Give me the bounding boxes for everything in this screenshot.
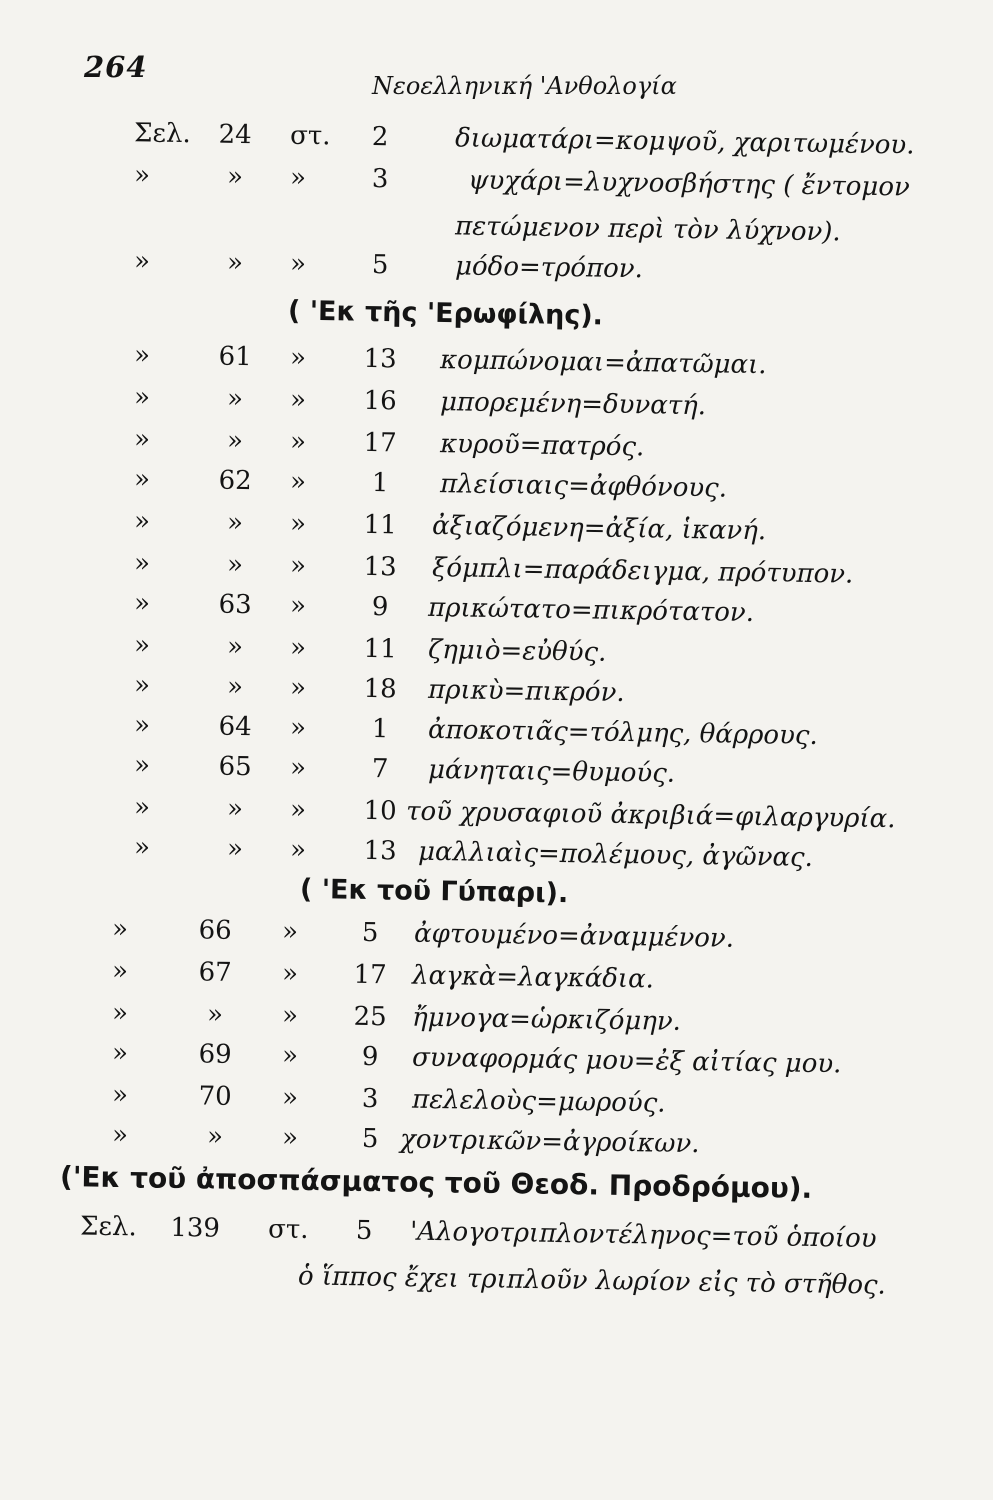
gloss-entry: πλείσιαις=ἀφθόνους. — [439, 469, 728, 504]
gloss-entry-continuation: ὁ ἵππος ἔχει τριπλοῦν λωρίον εἰς τὸ στῆθος. — [297, 1261, 887, 1301]
gloss-entry: ἤμνογα=ὡρκιζόμην. — [411, 1002, 682, 1037]
ditto-mark: » — [289, 248, 307, 280]
ditto-mark: » — [133, 710, 151, 741]
gloss-entry: ἀποκοτιᾶς=τόλμης, θάρρους. — [427, 714, 818, 752]
ditto-mark: » — [281, 958, 299, 989]
ref-page: 69 — [198, 1039, 232, 1070]
ditto-mark: » — [289, 632, 307, 664]
ditto-mark: » — [289, 466, 307, 498]
ditto-mark: » — [111, 1119, 129, 1151]
ref-page: 65 — [218, 751, 252, 783]
section-heading: ( 'Εκ τῆς 'Ερωφίλης). — [287, 295, 604, 332]
ref-line: 17 — [363, 427, 397, 459]
ditto-mark: » — [226, 833, 244, 865]
gloss-entry: μπορεμένη=δυνατή. — [439, 387, 707, 422]
ditto-mark: » — [289, 508, 307, 540]
gloss-entry: τοῦ χρυσαφιοῦ ἀκριβιά=φιλαργυρία. — [405, 796, 896, 835]
ref-line: 9 — [361, 1041, 379, 1073]
gloss-entry: διωματάρι=κομψοῦ, χαριτωμένου. — [454, 123, 915, 161]
ditto-mark: » — [281, 1082, 299, 1113]
ditto-mark: » — [133, 340, 151, 371]
ref-line: 1 — [371, 714, 389, 745]
ditto-mark: » — [133, 630, 151, 661]
ref-line: 1 — [371, 468, 389, 499]
ref-line: 9 — [371, 592, 389, 623]
ditto-mark: » — [289, 590, 307, 622]
glossary-row — [0, 1210, 993, 1270]
ditto-mark: » — [226, 383, 244, 415]
ditto-mark: » — [133, 382, 151, 413]
gloss-entry: ζημιὸ=εὐθύς. — [427, 634, 607, 668]
running-title: Νεοελληνική 'Ανθολογία — [372, 72, 677, 100]
gloss-entry: κυροῦ=πατρός. — [439, 429, 645, 463]
ref-line: 5 — [371, 250, 389, 281]
gloss-entry: μαλλιαὶς=πολέμους, ἀγῶνας. — [417, 836, 814, 873]
ditto-mark: » — [111, 1037, 129, 1069]
ref-line: 3 — [361, 1083, 379, 1115]
ditto-mark: » — [226, 247, 244, 279]
ref-line: 17 — [353, 959, 387, 991]
gloss-entry: μόδο=τρόπον. — [454, 251, 644, 285]
ditto-mark: » — [111, 1079, 129, 1111]
gloss-entry: πελελοὺς=μωρούς. — [411, 1084, 666, 1119]
ref-line-label: στ. — [267, 1214, 309, 1246]
ditto-mark: » — [226, 507, 244, 539]
ditto-mark: » — [226, 425, 244, 457]
ditto-mark: » — [281, 1122, 299, 1153]
ref-page: 64 — [218, 711, 252, 743]
ref-page-label: Σελ. — [79, 1211, 137, 1243]
ref-line: 10 — [363, 795, 397, 827]
ref-line: 11 — [363, 509, 397, 541]
ditto-mark: » — [289, 834, 307, 866]
gloss-entry: ἀφτουμένο=ἀναμμένον. — [413, 918, 735, 954]
ref-page: 70 — [198, 1081, 232, 1112]
ditto-mark: » — [281, 1000, 299, 1031]
ditto-mark: » — [289, 752, 307, 784]
ref-line: 5 — [361, 1123, 379, 1155]
ref-line-label: στ. — [289, 120, 331, 152]
ditto-mark: » — [133, 750, 151, 781]
ditto-mark: » — [133, 160, 151, 191]
ditto-mark: » — [133, 506, 151, 537]
ref-page: 63 — [218, 589, 252, 621]
ditto-mark: » — [111, 997, 129, 1029]
ref-page: 67 — [198, 957, 232, 988]
ditto-mark: » — [133, 424, 151, 455]
section-heading: ('Εκ τοῦ ἀποσπάσματος τοῦ Θεοδ. Προδρόμου). — [59, 1160, 813, 1205]
ref-line: 11 — [363, 633, 397, 665]
ref-line: 16 — [363, 385, 397, 417]
ditto-mark: » — [289, 550, 307, 582]
gloss-entry: μάνηταις=θυμούς. — [427, 754, 676, 789]
ditto-mark: » — [226, 549, 244, 581]
ditto-mark: » — [289, 672, 307, 704]
ditto-mark: » — [281, 916, 299, 947]
page-number: 264 — [84, 50, 148, 84]
ref-page: 139 — [170, 1212, 221, 1244]
ditto-mark: » — [289, 384, 307, 416]
ditto-mark: » — [226, 631, 244, 663]
ref-line: 5 — [361, 917, 379, 949]
ditto-mark: » — [133, 670, 151, 701]
gloss-entry: ψυχάρι=λυχνοσβήστης ( ἔντομον — [467, 165, 911, 203]
ref-page: 66 — [198, 915, 232, 946]
gloss-entry: λαγκὰ=λαγκάδια. — [411, 960, 655, 995]
ref-line: 13 — [363, 551, 397, 583]
ref-line: 13 — [363, 835, 397, 867]
ref-line: 5 — [355, 1215, 373, 1247]
ditto-mark: » — [206, 999, 224, 1030]
section-heading: ( 'Εκ τοῦ Γύπαρι). — [299, 873, 569, 910]
ref-line: 25 — [353, 1001, 387, 1033]
ditto-mark: » — [289, 426, 307, 458]
ref-page: 24 — [218, 119, 252, 151]
ditto-mark: » — [281, 1040, 299, 1071]
ditto-mark: » — [133, 246, 151, 277]
ref-line: 18 — [363, 673, 397, 705]
gloss-entry: ἀξιαζόμενη=ἀξία, ἱκανή. — [431, 510, 767, 547]
ditto-mark: » — [133, 464, 151, 495]
ditto-mark: » — [226, 671, 244, 703]
ref-page: 61 — [218, 341, 252, 373]
ditto-mark: » — [226, 793, 244, 825]
ref-line: 13 — [363, 343, 397, 375]
ditto-mark: » — [289, 342, 307, 374]
ditto-mark: » — [133, 548, 151, 579]
ditto-mark: » — [289, 794, 307, 826]
gloss-entry: συναφορμάς μου=ἐξ αἰτίας μου. — [411, 1042, 842, 1080]
ditto-mark: » — [133, 588, 151, 619]
ditto-mark: » — [133, 792, 151, 823]
ditto-mark: » — [133, 832, 151, 863]
gloss-entry: πετώμενον περὶ τὸν λύχνον). — [454, 211, 841, 248]
gloss-entry: πρικώτατο=πικρότατον. — [427, 592, 755, 629]
gloss-entry: χοντρικῶν=ἀγροίκων. — [399, 1124, 700, 1160]
gloss-entry: ξόμπλι=παράδειγμα, πρότυπον. — [431, 552, 854, 590]
ditto-mark: » — [226, 161, 244, 193]
ditto-mark: » — [289, 712, 307, 744]
gloss-entry: 'Αλογοτριπλοντέληνος=τοῦ ὁποίου — [409, 1216, 877, 1254]
ditto-mark: » — [111, 913, 129, 945]
ref-page-label: Σελ. — [133, 118, 191, 150]
ref-page: 62 — [218, 465, 252, 497]
ref-line: 7 — [371, 754, 389, 785]
gloss-entry: κομπώνομαι=ἀπατῶμαι. — [439, 345, 767, 381]
ref-line: 2 — [371, 122, 389, 153]
ditto-mark: » — [289, 162, 307, 194]
ref-line: 3 — [371, 164, 389, 195]
ditto-mark: » — [206, 1121, 224, 1152]
gloss-entry: πρικὺ=πικρόν. — [427, 674, 625, 709]
ditto-mark: » — [111, 955, 129, 987]
